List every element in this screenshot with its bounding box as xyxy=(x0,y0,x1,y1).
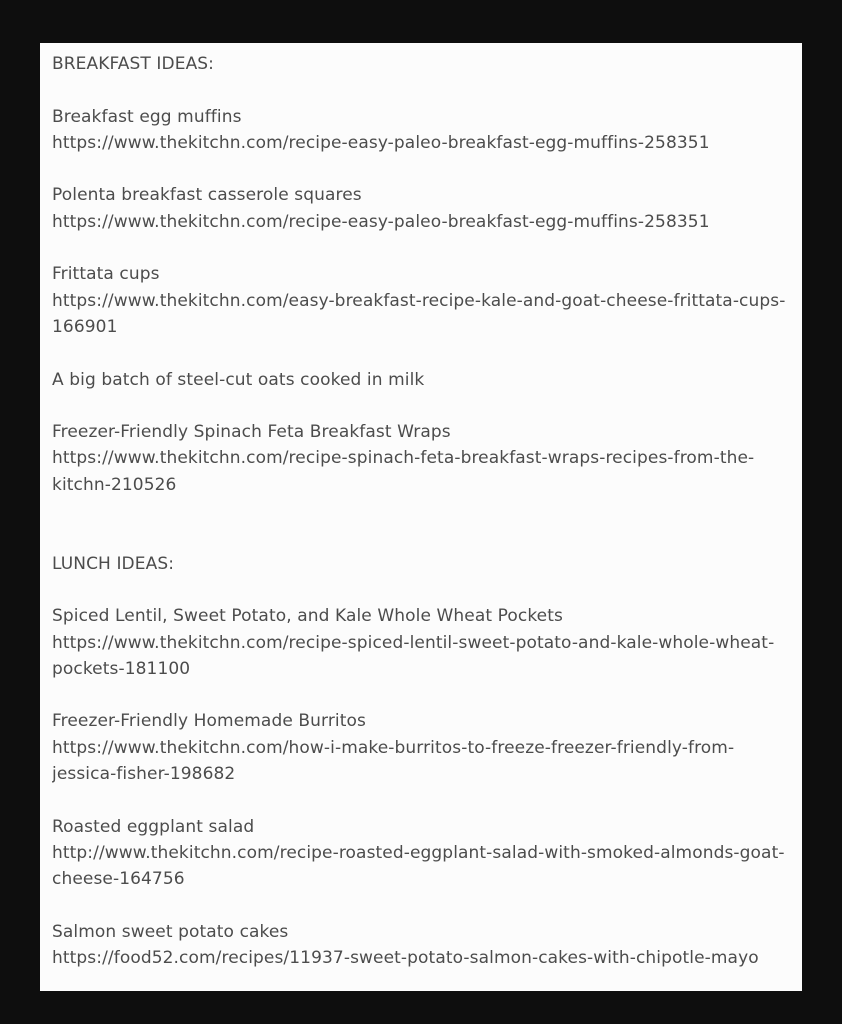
recipe-url-continued: pockets-181100 xyxy=(52,658,191,679)
recipe-url: http://www.thekitchn.com/recipe-roasted-eggplant-salad-with-smoked-almonds-goat- xyxy=(52,842,785,863)
recipe-title: Frittata cups xyxy=(52,264,160,285)
section-heading: BREAKFAST IDEAS: xyxy=(52,54,215,74)
recipe-url-continued: jessica-fisher-198682 xyxy=(52,764,236,785)
section-lunch-ideas xyxy=(52,551,790,972)
recipe-title: Spiced Lentil, Sweet Potato, and Kale Whole Wheat Pockets xyxy=(52,606,563,627)
recipe-item xyxy=(52,603,790,682)
recipe-item xyxy=(52,104,790,157)
recipe-title: A big batch of steel-cut oats cooked in milk xyxy=(52,369,425,390)
recipe-item xyxy=(52,261,790,340)
recipe-url-continued: kitchn-210526 xyxy=(52,474,177,495)
recipe-title: Polenta breakfast casserole squares xyxy=(52,185,362,206)
recipe-title: Breakfast egg muffins xyxy=(52,106,242,127)
recipe-url: https://www.thekitchn.com/recipe-easy-paleo-breakfast-egg-muffins-258351 xyxy=(52,132,710,153)
meal-ideas-document xyxy=(40,43,802,991)
recipe-url: https://www.thekitchn.com/easy-breakfast-recipe-kale-and-goat-cheese-frittata-cups- xyxy=(52,290,786,311)
recipe-title: Roasted eggplant salad xyxy=(52,816,255,837)
recipe-url-continued: 166901 xyxy=(52,316,118,337)
recipe-item xyxy=(52,919,790,972)
recipe-url-continued: cheese-164756 xyxy=(52,869,185,890)
recipe-item xyxy=(52,708,790,787)
recipe-url: https://www.thekitchn.com/recipe-spiced-lentil-sweet-potato-and-kale-whole-wheat- xyxy=(52,632,775,653)
recipe-url: https://www.thekitchn.com/how-i-make-burritos-to-freeze-freezer-friendly-from- xyxy=(52,737,735,758)
recipe-title: Freezer-Friendly Homemade Burritos xyxy=(52,711,366,732)
recipe-title: Salmon sweet potato cakes xyxy=(52,921,289,942)
section-breakfast-ideas xyxy=(52,51,790,498)
recipe-item xyxy=(52,419,790,498)
recipe-url: https://www.thekitchn.com/recipe-spinach-feta-breakfast-wraps-recipes-from-the- xyxy=(52,448,755,469)
recipe-item xyxy=(52,814,790,893)
recipe-url: https://food52.com/recipes/11937-sweet-potato-salmon-cakes-with-chipotle-mayo xyxy=(52,948,759,969)
section-heading: LUNCH IDEAS: xyxy=(52,553,175,574)
recipe-url: https://www.thekitchn.com/recipe-easy-paleo-breakfast-egg-muffins-258351 xyxy=(52,211,710,232)
recipe-title: Freezer-Friendly Spinach Feta Breakfast Wraps xyxy=(52,422,451,443)
recipe-item xyxy=(52,182,790,235)
recipe-item xyxy=(52,367,790,393)
